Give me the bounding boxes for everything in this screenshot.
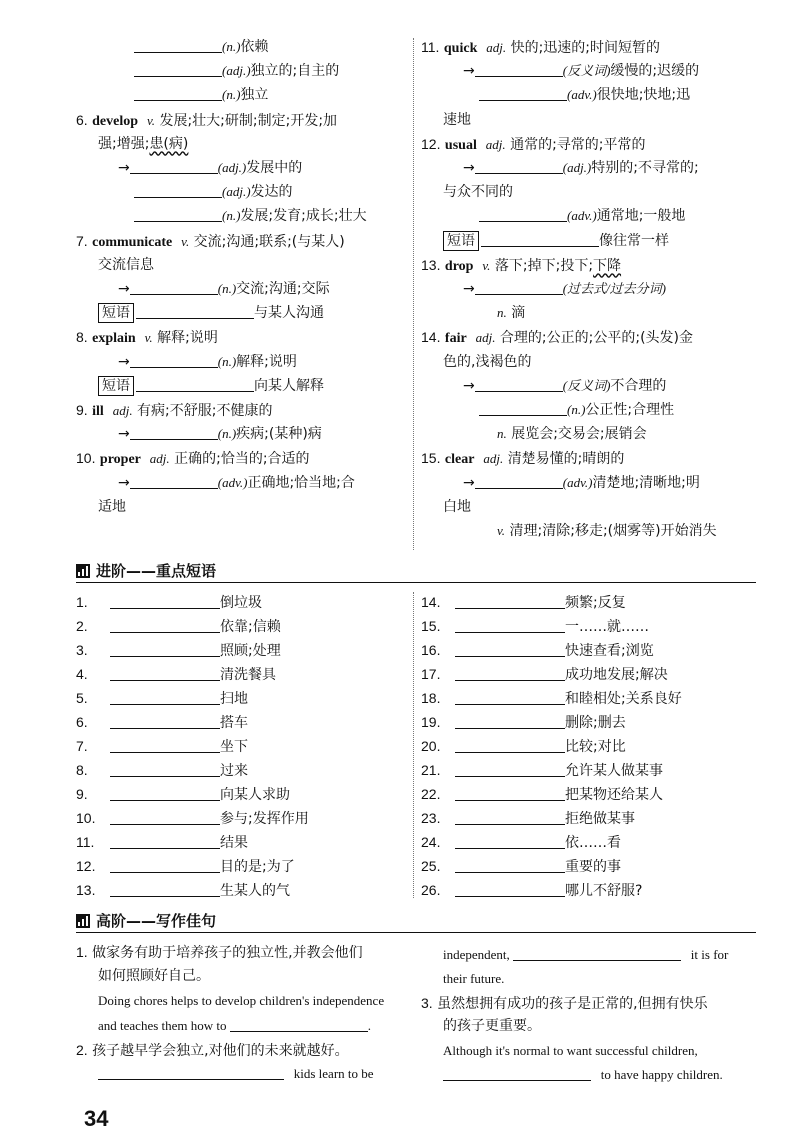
- phrase-meaning: 一……就……: [565, 619, 649, 635]
- definition-cont: 色的,浅褐色的: [443, 353, 532, 370]
- vocab-line: → (反义词)不合理的: [463, 377, 667, 394]
- answer-blank[interactable]: [110, 833, 220, 849]
- definition: 解释;说明: [157, 330, 218, 347]
- part-of-speech: (n.): [567, 402, 586, 417]
- answer-blank[interactable]: [110, 641, 220, 657]
- item-number: 9.: [76, 786, 88, 802]
- vocab-line: → (adv.)清楚地;清晰地;明: [463, 474, 700, 491]
- section-title-writing: 高阶——写作佳句: [76, 910, 216, 932]
- answer-blank[interactable]: [443, 1065, 591, 1081]
- item-number: 26.: [421, 882, 441, 898]
- answer-blank[interactable]: [134, 206, 222, 222]
- answer-blank[interactable]: [479, 206, 567, 222]
- item-number: 21.: [421, 762, 441, 778]
- item-number: 19.: [421, 714, 441, 730]
- phrase-meaning: 拒绝做某事: [565, 811, 635, 827]
- definition-cont: 交流信息: [98, 256, 154, 273]
- answer-blank[interactable]: [110, 761, 220, 777]
- answer-blank[interactable]: [455, 665, 565, 681]
- item-number: 17.: [421, 666, 441, 682]
- phrase-row: [76, 639, 281, 662]
- answer-blank[interactable]: [110, 713, 220, 729]
- item-number: 4.: [76, 666, 88, 682]
- phrase-row: [76, 591, 262, 614]
- part-of-speech: (adv.): [567, 87, 597, 103]
- answer-blank[interactable]: [110, 785, 220, 801]
- arrow-icon: →: [463, 474, 475, 491]
- phrase-meaning: 把某物还给某人: [565, 787, 663, 803]
- vocab-line: [421, 326, 693, 350]
- vocab-line: [76, 109, 337, 133]
- item-number: 10.: [76, 810, 96, 826]
- vocab-line: (adj.)发达的: [134, 181, 293, 203]
- item-number: 10.: [76, 450, 96, 467]
- phrase-meaning: 搭车: [220, 715, 248, 731]
- answer-blank[interactable]: [475, 376, 563, 392]
- part-of-speech: adj.: [475, 330, 496, 346]
- answer-blank[interactable]: [134, 61, 222, 77]
- vocab-line: (adv.)通常地;一般地: [479, 205, 685, 227]
- item-number: 16.: [421, 642, 441, 658]
- answer-blank[interactable]: [134, 37, 222, 53]
- item-number: 11.: [76, 834, 95, 850]
- answer-blank[interactable]: [130, 473, 218, 489]
- phrase-row: [76, 879, 290, 902]
- answer-blank[interactable]: [130, 158, 218, 174]
- item-number: 11.: [421, 39, 440, 55]
- phrase-meaning: 依靠;信赖: [220, 619, 281, 635]
- answer-blank[interactable]: [110, 809, 220, 825]
- arrow-icon: →: [118, 281, 130, 297]
- phrase-meaning: 向某人求助: [220, 787, 290, 803]
- phrase-row: [76, 615, 281, 638]
- part-of-speech: v.: [144, 330, 153, 346]
- item-number: 8.: [76, 329, 88, 346]
- vocab-line: → (adj.)特别的;不寻常的;: [463, 160, 699, 176]
- vocab-line: [421, 133, 646, 157]
- phrase-row: [421, 831, 621, 854]
- phrase-meaning: 坐下: [220, 739, 248, 755]
- answer-blank[interactable]: [455, 785, 565, 801]
- item-number: 8.: [76, 762, 88, 778]
- answer-blank[interactable]: [455, 593, 565, 609]
- item-number: 9.: [76, 402, 88, 418]
- answer-blank[interactable]: [475, 279, 563, 295]
- vocab-line: 短语 与某人沟通: [98, 302, 324, 324]
- phrase-tag: 短语: [98, 303, 134, 323]
- vocab-line: → (adv.)正确地;恰当地;合: [118, 474, 355, 491]
- answer-blank[interactable]: [481, 231, 599, 247]
- answer-blank[interactable]: [110, 737, 220, 753]
- vocab-line: (adj.)独立的;自主的: [134, 60, 339, 82]
- phrase-meaning: 和睦相处;关系良好: [565, 691, 682, 707]
- answer-blank[interactable]: [110, 857, 220, 873]
- headword: fair: [444, 331, 467, 347]
- part-of-speech: (adj.): [217, 160, 247, 175]
- arrow-icon: →: [118, 474, 130, 491]
- part-of-speech: (过去式/过去分词): [562, 281, 667, 296]
- phrase-row: [76, 855, 295, 878]
- phrase-row: [421, 879, 642, 902]
- answer-blank[interactable]: [455, 833, 565, 849]
- column-divider: [413, 38, 414, 550]
- part-of-speech: n.: [497, 305, 507, 321]
- headword: drop: [444, 258, 474, 274]
- sentence-1-cn-cont: 如何照顾好自己。: [98, 968, 210, 984]
- answer-blank[interactable]: [455, 857, 565, 873]
- answer-blank[interactable]: [134, 182, 222, 198]
- item-number: 1.: [76, 594, 88, 610]
- answer-blank[interactable]: [110, 881, 220, 897]
- answer-blank[interactable]: [455, 809, 565, 825]
- phrase-row: [76, 711, 248, 734]
- phrase-meaning: 哪儿不舒服?: [565, 883, 643, 899]
- phrase-row: [421, 615, 649, 638]
- vocab-line: (adv.)很快地;快地;迅: [479, 84, 690, 106]
- sentence-1-cn: 1. 做家务有助于培养孩子的独立性,并教会他们: [76, 944, 363, 961]
- definition: 清楚易懂的;晴朗的: [507, 451, 625, 468]
- phrase-row: [76, 783, 290, 806]
- item-number: 18.: [421, 690, 441, 706]
- part-of-speech: v.: [181, 233, 190, 249]
- item-number: 24.: [421, 834, 441, 850]
- vocab-line: [98, 496, 126, 518]
- part-of-speech: (adv.): [217, 474, 248, 490]
- arrow-icon: →: [463, 377, 475, 394]
- answer-blank[interactable]: [455, 737, 565, 753]
- phrase-row: [76, 735, 248, 758]
- definition-cont: 速地: [443, 111, 471, 128]
- vocab-line: [76, 399, 272, 423]
- vocab-line: [76, 326, 218, 350]
- phrase-row: [421, 807, 635, 830]
- vocab-line: → (n.)交流;沟通;交际: [118, 281, 330, 297]
- vocab-line: (n.)依赖: [134, 36, 268, 58]
- phrase-meaning: 依……看: [565, 835, 621, 851]
- part-of-speech: (n.): [217, 281, 237, 296]
- answer-blank[interactable]: [130, 424, 218, 440]
- definition: 发展;壮大;研制;制定;开发;加: [159, 112, 338, 129]
- item-number: 12.: [76, 858, 96, 874]
- part-of-speech: v.: [497, 523, 506, 538]
- phrase-meaning: 目的是;为了: [220, 859, 295, 875]
- arrow-icon: →: [463, 281, 475, 297]
- definition: 正确的;恰当的;合适的: [174, 451, 310, 468]
- vocab-line: n. 滴: [497, 305, 526, 322]
- definition-cont: 强;增强;: [98, 135, 150, 152]
- item-number: 14.: [421, 329, 441, 346]
- phrase-meaning: 快速查看;浏览: [565, 643, 654, 659]
- phrase-row: [421, 759, 663, 782]
- headword: ill: [92, 404, 104, 419]
- vocab-line: 短语 向某人解释: [98, 375, 324, 397]
- arrow-icon: →: [118, 353, 130, 370]
- phrase-tag: 短语: [443, 231, 479, 251]
- arrow-icon: →: [118, 426, 130, 443]
- sentence-3-en-cont: to have happy children.: [443, 1064, 723, 1086]
- phrase-row: [421, 783, 663, 806]
- vocab-line: → (n.)解释;说明: [118, 353, 297, 370]
- headword: quick: [443, 41, 478, 56]
- answer-blank[interactable]: [110, 689, 220, 705]
- part-of-speech: n.: [497, 426, 507, 442]
- answer-blank[interactable]: [130, 352, 218, 368]
- vocab-line: [443, 351, 531, 373]
- item-number: 13.: [76, 882, 96, 898]
- part-of-speech: (n.): [217, 426, 237, 442]
- part-of-speech: (adj.): [222, 63, 251, 79]
- part-of-speech: adj.: [112, 403, 133, 418]
- bar-chart-icon: [76, 914, 90, 928]
- part-of-speech: (adj.): [562, 160, 592, 175]
- item-number: 13.: [421, 256, 441, 273]
- phrase-row: [421, 639, 654, 662]
- part-of-speech: adj.: [483, 451, 504, 467]
- vocab-line: [98, 133, 188, 155]
- vocab-line: [443, 496, 471, 518]
- answer-blank[interactable]: [513, 945, 681, 961]
- headword: usual: [444, 137, 477, 153]
- phrase-meaning: 扫地: [220, 691, 248, 707]
- item-number: 6.: [76, 111, 88, 128]
- part-of-speech: adj.: [149, 451, 170, 467]
- item-number: 7.: [76, 232, 88, 249]
- phrase-row: [421, 855, 621, 878]
- part-of-speech: (n.): [217, 353, 237, 369]
- answer-blank[interactable]: [475, 61, 563, 77]
- phrase-row: [421, 735, 626, 758]
- phrase-row: [76, 687, 248, 710]
- phrase-meaning: 结果: [220, 835, 248, 851]
- item-number: 6.: [76, 714, 88, 730]
- answer-blank[interactable]: [455, 761, 565, 777]
- part-of-speech: (n.): [222, 39, 241, 54]
- vocab-line: [421, 36, 660, 60]
- vocab-line: [443, 109, 471, 131]
- answer-blank[interactable]: [475, 158, 563, 174]
- sentence-2-en-cont: independent, it is for: [443, 947, 729, 962]
- phrase-meaning: 清洗餐具: [220, 667, 276, 683]
- part-of-speech: adj.: [485, 136, 506, 152]
- item-number: 14.: [421, 594, 441, 610]
- item-number: 2.: [76, 618, 88, 634]
- phrase-meaning: 参与;发挥作用: [220, 811, 309, 827]
- phrase-meaning: 倒垃圾: [220, 595, 262, 611]
- answer-blank[interactable]: [479, 400, 567, 416]
- answer-blank[interactable]: [455, 641, 565, 657]
- phrase-row: [76, 807, 309, 830]
- definition: 通常的;寻常的;平常的: [510, 136, 646, 153]
- answer-blank[interactable]: [475, 473, 563, 489]
- sentence-1-en-cont: and teaches them how to .: [98, 1018, 372, 1033]
- part-of-speech: (adv.): [562, 474, 593, 490]
- headword: explain: [92, 331, 136, 347]
- part-of-speech: (adj.): [222, 184, 251, 200]
- answer-blank[interactable]: [230, 1016, 368, 1032]
- sentence-3-cn-cont: 的孩子更重要。: [443, 1018, 541, 1034]
- phrase-row: [421, 591, 626, 614]
- definition: 有病;不舒服;不健康的: [137, 403, 273, 419]
- definition: 落下;掉下;投下;: [494, 257, 594, 274]
- phrase-row: [421, 687, 682, 710]
- vocab-line: → (反义词)缓慢的;迟缓的: [463, 63, 700, 80]
- phrase-tag: 短语: [98, 376, 134, 396]
- vocab-line: 短语 像往常一样: [443, 230, 669, 252]
- vocab-line: (n.)独立: [134, 84, 268, 106]
- answer-blank[interactable]: [136, 303, 254, 319]
- phrase-meaning: 照顾;处理: [220, 643, 281, 659]
- bar-chart-icon: [76, 564, 90, 578]
- vocab-line: v. 清理;清除;移走;(烟雾等)开始消失: [497, 523, 717, 539]
- sentence-3-cn: 3. 虽然想拥有成功的孩子是正常的,但拥有快乐: [421, 995, 708, 1012]
- item-number: 15.: [421, 618, 441, 634]
- phrase-meaning: 允许某人做某事: [565, 763, 663, 779]
- definition: 合理的;公正的;公平的;(头发)金: [499, 330, 693, 347]
- sentence-2-cn: 2. 孩子越早学会独立,对他们的未来就越好。: [76, 1042, 349, 1059]
- answer-blank[interactable]: [110, 617, 220, 633]
- part-of-speech: (n.): [222, 87, 241, 103]
- sentence-2-en: kids learn to be: [98, 1063, 374, 1085]
- phrase-meaning: 生某人的气: [220, 883, 290, 899]
- page-number: 34: [84, 1106, 109, 1131]
- vocab-line: [76, 230, 345, 254]
- phrase-meaning: 过来: [220, 763, 248, 779]
- vocab-line: n. 展览会;交易会;展销会: [497, 426, 647, 443]
- answer-blank[interactable]: [130, 279, 218, 295]
- vocab-line: [98, 254, 154, 276]
- sentence-1-en: Doing chores helps to develop children's independence: [98, 993, 385, 1008]
- headword: develop: [92, 113, 139, 129]
- item-number: 23.: [421, 810, 441, 826]
- part-of-speech: v.: [482, 257, 491, 273]
- vocab-line: [463, 278, 666, 300]
- answer-blank[interactable]: [110, 593, 220, 609]
- answer-blank[interactable]: [134, 85, 222, 101]
- phrase-meaning: 成功地发展;解决: [565, 667, 668, 683]
- section-title-phrases: 进阶——重点短语: [76, 560, 216, 582]
- answer-blank[interactable]: [110, 665, 220, 681]
- phrase-meaning: 比较;对比: [565, 739, 626, 755]
- item-number: 7.: [76, 738, 88, 754]
- item-number: 5.: [76, 690, 88, 706]
- column-divider: [413, 592, 414, 898]
- definition: 交流;沟通;联系;(与某人): [193, 233, 345, 250]
- sentence-3-en: Although it's normal to want successful children,: [443, 1043, 698, 1058]
- section-rule: [76, 932, 756, 933]
- vocab-line: → (n.)疾病;(某种)病: [118, 426, 322, 443]
- part-of-speech: adj.: [486, 40, 507, 55]
- phrase-row: [76, 759, 248, 782]
- vocab-line: [443, 181, 513, 203]
- item-number: 25.: [421, 858, 441, 874]
- answer-blank[interactable]: [98, 1064, 284, 1080]
- arrow-icon: →: [463, 63, 475, 80]
- part-of-speech: (反义词): [562, 63, 611, 79]
- phrase-meaning: 删除;删去: [565, 715, 626, 731]
- item-number: 3.: [76, 642, 88, 658]
- highlight-text: 患(病): [149, 135, 189, 152]
- sentence-2-en-end: their future.: [443, 971, 505, 986]
- answer-blank[interactable]: [136, 376, 254, 392]
- phrase-meaning: 重要的事: [565, 859, 621, 875]
- vocab-line: [421, 254, 621, 278]
- arrow-icon: →: [463, 160, 475, 176]
- phrase-row: [76, 831, 248, 854]
- definition-cont: 适地: [98, 498, 126, 515]
- vocab-line: (n.)公正性;合理性: [479, 399, 674, 421]
- item-number: 12.: [421, 135, 441, 152]
- item-number: 15.: [421, 450, 441, 467]
- vocab-line: [421, 447, 624, 471]
- arrow-icon: →: [118, 160, 130, 176]
- vocab-line: [76, 447, 310, 471]
- section-rule: [76, 582, 756, 583]
- answer-blank[interactable]: [479, 85, 567, 101]
- part-of-speech: (n.): [222, 208, 241, 224]
- definition-cont: 与众不同的: [443, 184, 513, 201]
- item-number: 22.: [421, 786, 441, 802]
- highlight-text: 下降: [593, 257, 622, 274]
- answer-blank[interactable]: [455, 881, 565, 897]
- part-of-speech: (adv.): [567, 208, 597, 224]
- vocab-line: (n.)发展;发育;成长;壮大: [134, 205, 367, 227]
- vocab-line: → (adj.)发展中的: [118, 160, 303, 176]
- headword: communicate: [92, 234, 173, 250]
- part-of-speech: v.: [146, 112, 155, 128]
- item-number: 20.: [421, 738, 441, 754]
- phrase-row: [76, 663, 276, 686]
- answer-blank[interactable]: [455, 713, 565, 729]
- answer-blank[interactable]: [455, 617, 565, 633]
- headword: clear: [444, 452, 475, 468]
- phrase-row: [421, 711, 626, 734]
- phrase-meaning: 频繁;反复: [565, 595, 626, 611]
- answer-blank[interactable]: [455, 689, 565, 705]
- definition: 快的;迅速的;时间短暂的: [510, 40, 661, 56]
- part-of-speech: (反义词): [562, 377, 611, 393]
- definition-cont: 白地: [443, 498, 471, 515]
- phrase-row: [421, 663, 668, 686]
- headword: proper: [99, 452, 141, 468]
